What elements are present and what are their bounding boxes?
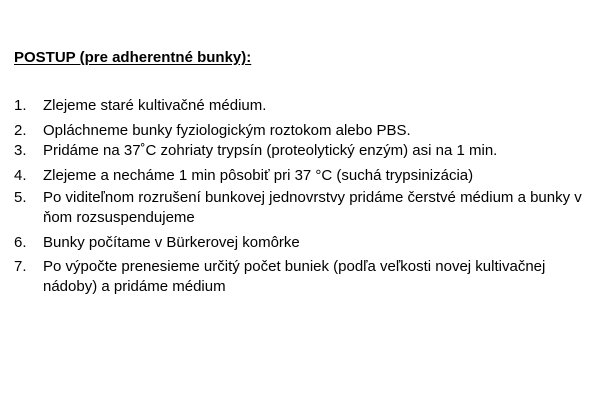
procedure-step-7 [14,257,594,297]
procedure-step-1 [14,96,594,121]
step-text: Po viditeľnom rozrušení bunkovej jednovrstvy pridáme čerstvé médium a bunky v ňom rozsuspendujeme [43,189,582,226]
step-text: Bunky počítame v Bürkerovej komôrke [43,234,300,251]
step-text: Opláchneme bunky fyziologickým roztokom alebo PBS. [43,122,411,139]
step-text: Pridáme na 37˚C zohriaty trypsín (proteolytický enzým) asi na 1 min. [43,142,498,159]
step-number: 1. [14,97,27,114]
step-text: Po výpočte prenesieme určitý počet buniek (podľa veľkosti novej kultivačnej nádoby) a pridáme médium [43,258,546,295]
step-number: 5. [14,189,27,206]
step-text: Zlejeme a necháme 1 min pôsobiť pri 37 °C (suchá trypsinizácia) [43,167,474,184]
procedure-step-2 [14,121,594,141]
step-text: Zlejeme staré kultivačné médium. [43,97,267,114]
procedure-steps-list [14,96,594,297]
procedure-step-4 [14,166,594,188]
step-number: 6. [14,234,27,251]
procedure-heading: POSTUP (pre adherentné bunky): [14,49,252,66]
step-number: 2. [14,122,27,139]
procedure-step-5 [14,188,594,233]
step-number: 4. [14,167,27,184]
procedure-step-3 [14,141,594,166]
step-number: 3. [14,142,27,159]
step-number: 7. [14,258,27,275]
procedure-step-6 [14,233,594,257]
